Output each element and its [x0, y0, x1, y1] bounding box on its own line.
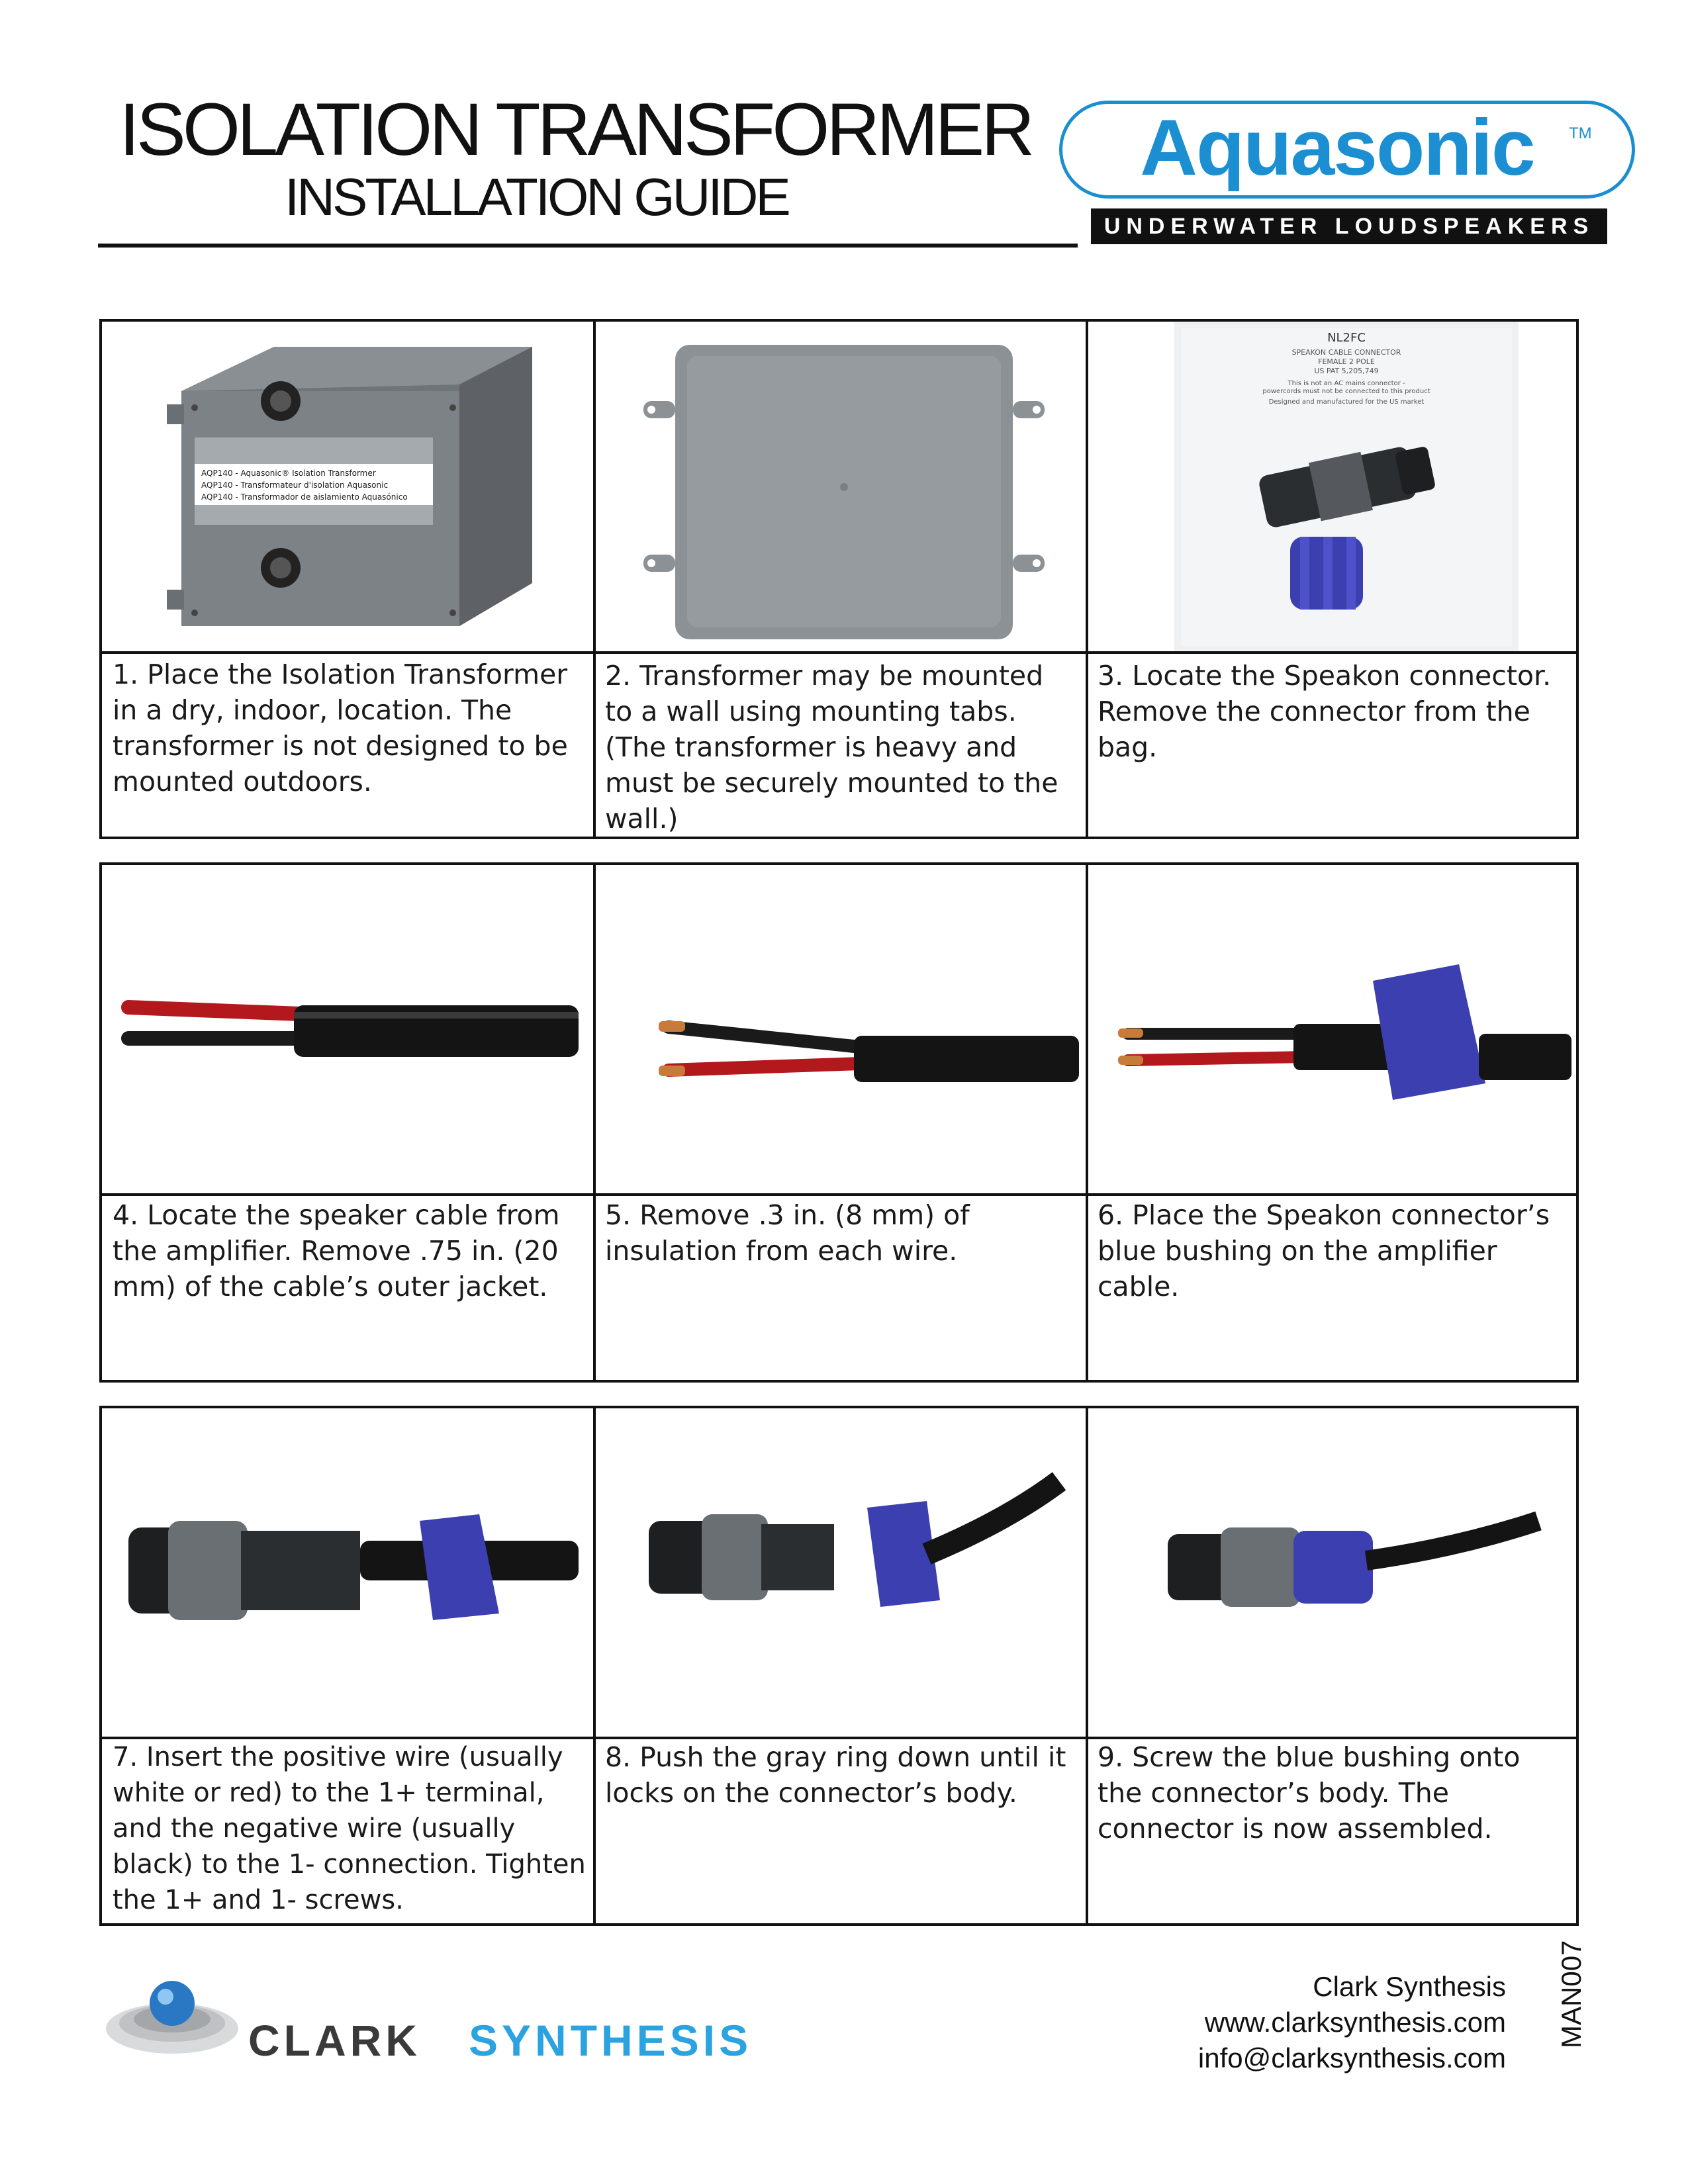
steps-row-2	[99, 862, 1579, 1383]
footer-email-link[interactable]: info@clarksynthesis.com	[1197, 2042, 1506, 2073]
wire-into-terminal-image	[102, 1408, 593, 1737]
clark-synthesis-emblem-icon	[99, 1962, 245, 2062]
step-5-caption: 5. Remove .3 in. (8 mm) of insulation from each wire.	[605, 1199, 970, 1267]
document-code: MAN007	[1556, 1940, 1587, 2048]
steps-row-1	[99, 319, 1579, 839]
step-6-caption: 6. Place the Speakon connector’s blue bushing on the amplifier cable.	[1098, 1199, 1550, 1302]
page-subtitle: INSTALLATION GUIDE	[285, 167, 788, 226]
aquasonic-logo: Aquasonic	[1140, 103, 1534, 192]
label-line-1: AQP140 - Aquasonic® Isolation Transformer	[201, 469, 376, 478]
stripped-wire-image	[596, 865, 1086, 1193]
assembled-connector-image	[1088, 1408, 1579, 1737]
clark-synthesis-logo-word-2: SYNTHESIS	[469, 2016, 753, 2065]
bag-label-2: SPEAKON CABLE CONNECTOR	[1291, 348, 1401, 357]
step-9-caption: 9. Screw the blue bushing onto the connector’s body. The connector is now assembled.	[1098, 1741, 1521, 1844]
bagged-connector-image	[1088, 322, 1579, 651]
step-7-caption: 7. Insert the positive wire (usually white or red) to the 1+ terminal, and the negative wire (usually black) to the 1- connection. Tighten the 1+ and 1- screws.	[113, 1742, 586, 1915]
label-line-2: AQP140 - Transformateur d'isolation Aquasonic	[201, 480, 389, 490]
step-2-photo	[596, 322, 1086, 651]
clark-synthesis-logo-word-1: CLARK	[248, 2016, 421, 2065]
footer-website-link[interactable]: www.clarksynthesis.com	[1204, 2007, 1506, 2038]
stripped-cable-image	[102, 865, 593, 1193]
step-1-caption: 1. Place the Isolation Transformer in a dry, indoor, location. The transformer is not designed to be mounted outdoors.	[113, 659, 568, 797]
blue-bushing-on-cable-image	[1088, 865, 1579, 1193]
label-line-3: AQP140 - Transformador de aislamiento Aquasónico	[201, 492, 408, 502]
trademark-mark: TM	[1569, 124, 1592, 142]
page-title: ISOLATION TRANSFORMER	[119, 88, 1032, 171]
gray-ring-push-image	[596, 1408, 1086, 1737]
step-8-caption: 8. Push the gray ring down until it locks on the connector’s body.	[605, 1741, 1066, 1809]
step-9-photo	[1088, 1408, 1579, 1737]
step-1-photo	[102, 322, 593, 651]
step-6-photo	[1088, 865, 1579, 1193]
step-3-caption: 3. Locate the Speakon connector. Remove the connector from the bag.	[1098, 660, 1552, 763]
transformer-box-image	[102, 322, 593, 651]
step-4-photo	[102, 865, 593, 1193]
step-8-photo	[596, 1408, 1086, 1737]
transformer-lid-image	[596, 322, 1086, 651]
bag-label-7: Designed and manufactured for the US market	[1268, 398, 1425, 406]
steps-row-3	[99, 1406, 1579, 1926]
bag-label-6: powercords must not be connected to this product	[1262, 388, 1430, 395]
header-divider	[98, 244, 1078, 248]
bag-label-3: FEMALE 2 POLE	[1318, 357, 1375, 366]
grid-divider	[102, 651, 1576, 654]
step-4-caption: 4. Locate the speaker cable from the amplifier. Remove .75 in. (20 mm) of the cable’s outer jacket.	[113, 1199, 560, 1302]
grid-divider	[102, 1193, 1576, 1196]
brand-tagline: UNDERWATER LOUDSPEAKERS	[1091, 208, 1607, 244]
step-7-photo	[102, 1408, 593, 1737]
bag-label-1: NL2FC	[1327, 331, 1366, 345]
bag-label-5: This is not an AC mains connector -	[1288, 380, 1405, 387]
step-5-photo	[596, 865, 1086, 1193]
footer-company: Clark Synthesis	[1313, 1971, 1506, 2002]
step-2-caption: 2. Transformer may be mounted to a wall using mounting tabs. (The transformer is heavy and must be securely mounted to the wall.)	[605, 660, 1058, 835]
step-3-photo	[1088, 322, 1579, 651]
clark-synthesis-emblem	[99, 1962, 245, 2062]
bag-label-4: US PAT 5,205,749	[1314, 367, 1379, 375]
